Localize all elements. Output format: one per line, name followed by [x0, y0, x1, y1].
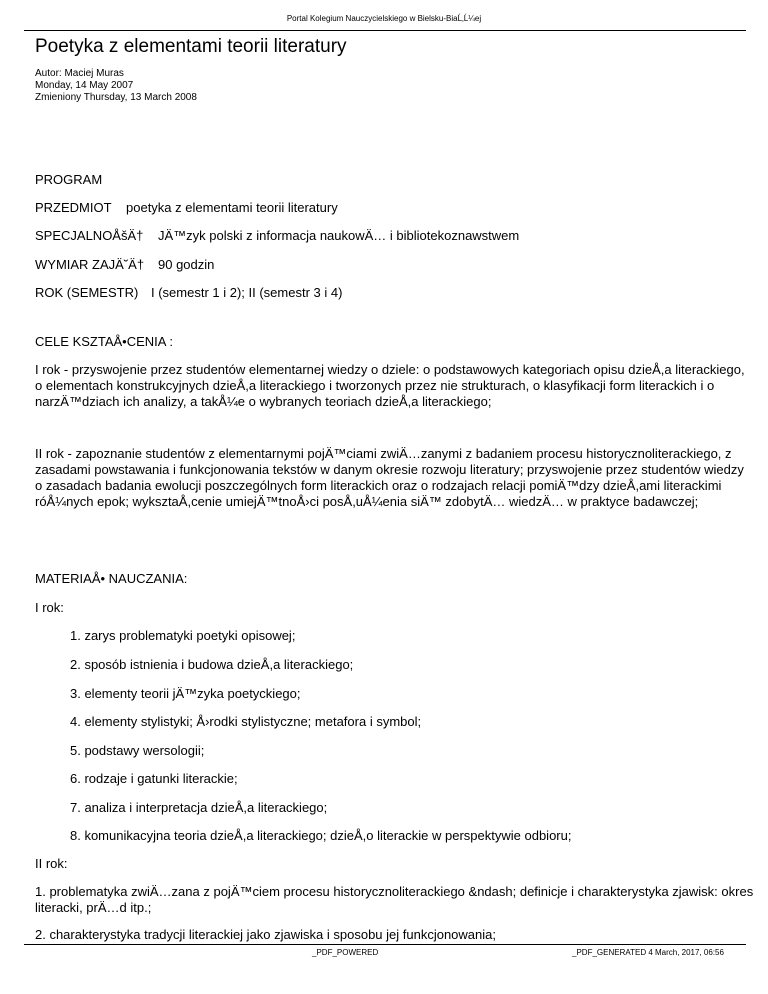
- materials-rok1-item: 8. komunikacyjna teoria dzieÅ,a literackiego; dzieÅ,o literackie w perspektywie odbioru;: [70, 828, 572, 843]
- created-date: Monday, 14 May 2007: [35, 80, 134, 91]
- materials-rok1-item: 5. podstawy wersologii;: [70, 743, 205, 758]
- goals-rok1-line: I rok - przyswojenie przez studentów elementarnej wiedzy o dziele: o podstawowych kategoriach opisu dzieÅ,a literackiego,: [35, 362, 745, 377]
- materials-rok1-label: I rok:: [35, 600, 64, 615]
- page-title: Poetyka z elementami teorii literatury: [35, 36, 347, 57]
- page-header: Portal Kolegium Nauczycielskiego w Bielsku-BiaĹ‚Ĺ¼ej: [286, 14, 482, 23]
- program-label-year: ROK (SEMESTR): [35, 285, 139, 300]
- program-label-subject: PRZEDMIOT: [35, 200, 112, 215]
- materials-rok1-item: 7. analiza i interpretacja dzieÅ,a literackiego;: [70, 800, 328, 815]
- goals-rok2-line: II rok - zapoznanie studentów z elementarnymi pojÄ™ciami zwiÄ…zanymi z badaniem procesu historycznoliterackiego, z: [35, 446, 732, 461]
- materials-rok1-item: 4. elementy stylistyki; Å›rodki stylistyczne; metafora i symbol;: [70, 714, 422, 729]
- program-label-specialty: SPECJALNOÅšÄ†: [35, 228, 144, 243]
- materials-rok2-item: 1. problematyka zwiÄ…zana z pojÄ™ciem procesu historycznoliterackiego &ndash; definicje i charakterystyka zjawisk: okres: [35, 884, 754, 899]
- goals-rok2-line: zasadami powstawania i funkcjonowania tekstów w danym okresie rozwoju literatury; przyswojenie przez studentów wiedzy: [35, 462, 744, 477]
- program-value-specialty: JÄ™zyk polski z informacja naukowÄ… i bibliotekoznawstwem: [158, 228, 520, 243]
- footer-rule: [24, 944, 746, 945]
- materials-rok2-label: II rok:: [35, 856, 68, 871]
- footer-powered: _PDF_POWERED: [312, 948, 379, 957]
- author-line: Autor: Maciej Muras: [35, 68, 124, 79]
- modified-date: Zmieniony Thursday, 13 March 2008: [35, 92, 197, 103]
- materials-rok2-item: 2. charakterystyka tradycji literackiej jako zjawiska i sposobu jej funkcjonowania;: [35, 927, 496, 942]
- goals-rok2-line: róÅ¼nych epok; wyksztaÅ,cenie umiejÄ™tnoÅ›ci posÅ,uÅ¼enia siÄ™ zdobytÄ… wiedzÄ… w praktyce badawczej;: [35, 494, 699, 509]
- materials-heading: MATERIAÅ• NAUCZANIA:: [35, 571, 188, 586]
- header-rule: [24, 30, 746, 31]
- goals-rok1-line: narzÄ™dziach ich analizy, a takÅ¼e o wybranych teoriach dzieÅ,a literackiego;: [35, 394, 492, 409]
- materials-rok1-item: 6. rodzaje i gatunki literackie;: [70, 771, 238, 786]
- program-value-subject: poetyka z elementami teorii literatury: [126, 200, 338, 215]
- program-label-hours: WYMIAR ZAJÄ˘Ä†: [35, 257, 145, 272]
- materials-rok1-item: 2. sposób istnienia i budowa dzieÅ,a literackiego;: [70, 657, 354, 672]
- program-value-hours: 90 godzin: [158, 257, 215, 272]
- program-heading: PROGRAM: [35, 172, 103, 187]
- materials-rok2-item-continued: literacki, prÄ…d itp.;: [35, 900, 152, 915]
- materials-rok1-item: 1. zarys problematyki poetyki opisowej;: [70, 628, 296, 643]
- footer-generated: _PDF_GENERATED 4 March, 2017, 06:56: [572, 948, 724, 957]
- program-value-year: I (semestr 1 i 2); II (semestr 3 i 4): [151, 285, 343, 300]
- goals-rok2-line: o zasadach badania ewolucji poszczególnych form literackich oraz o rodzajach relacji pomiÄ™dzy dzieÅ,ami literackimi: [35, 478, 722, 493]
- goals-rok1-line: o elementach konstrukcyjnych dzieÅ,a literackiego i tworzonych przez nie strukturach, o klasyfikacji form literackich i o: [35, 378, 715, 393]
- goals-heading: CELE KSZTAÅ•CENIA :: [35, 334, 173, 349]
- materials-rok1-item: 3. elementy teorii jÄ™zyka poetyckiego;: [70, 686, 301, 701]
